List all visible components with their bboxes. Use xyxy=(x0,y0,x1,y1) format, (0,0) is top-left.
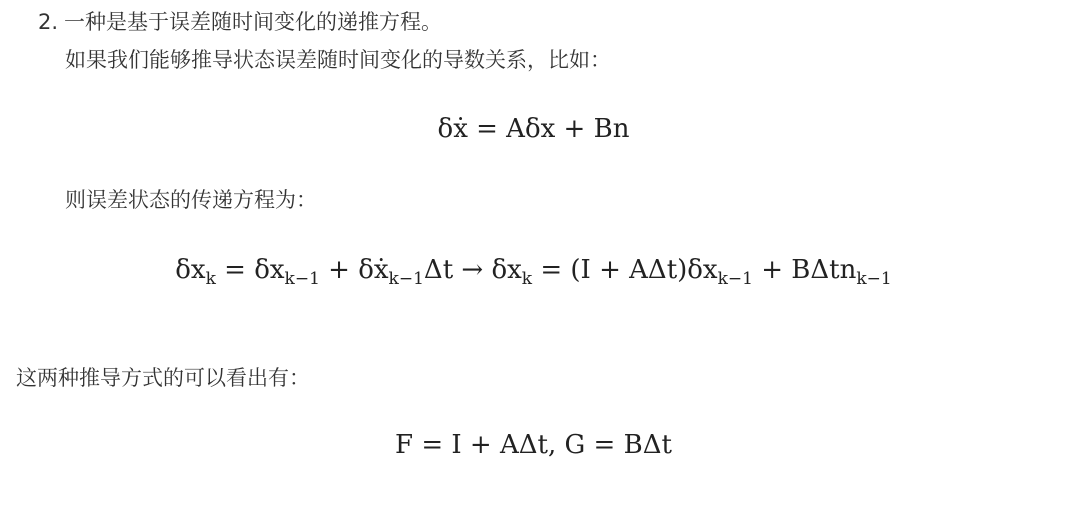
list-item-text: 一种是基于误差随时间变化的递推方程。 xyxy=(64,10,443,34)
eq2-part-6: + BΔtn xyxy=(752,255,857,285)
eq2-sub-1: k xyxy=(205,269,216,289)
eq2-sub-4: k xyxy=(521,269,533,289)
list-number: 2. xyxy=(38,10,59,34)
eq2-part-3: + δẋ xyxy=(319,255,389,285)
equation-error-propagation xyxy=(0,253,1067,290)
eq2-sub-3: k−1 xyxy=(388,269,424,289)
eq2-part-4: Δt → δx xyxy=(423,255,522,285)
eq2-part-1: δx xyxy=(175,255,206,285)
eq2-sub-5: k−1 xyxy=(717,269,753,289)
paragraph-conclusion-intro: 这两种推导方式的可以看出有： xyxy=(16,366,310,390)
paragraph-derivative-intro: 如果我们能够推导状态误差随时间变化的导数关系，比如： xyxy=(65,48,611,72)
equation-error-derivative-text: δẋ = Aδx + Bn xyxy=(437,114,630,144)
eq2-sub-2: k−1 xyxy=(284,269,320,289)
eq2-sub-6: k−1 xyxy=(856,269,892,289)
equation-fg-matrices xyxy=(0,428,1067,462)
paragraph-propagation-intro: 则误差状态的传递方程为： xyxy=(65,188,317,212)
eq2-part-5: = (I + AΔt)δx xyxy=(532,255,718,285)
equation-fg-matrices-text: F = I + AΔt, G = BΔt xyxy=(395,430,672,460)
list-item-2 xyxy=(38,8,442,36)
eq2-part-2: = δx xyxy=(215,255,285,285)
equation-error-derivative xyxy=(0,112,1067,146)
